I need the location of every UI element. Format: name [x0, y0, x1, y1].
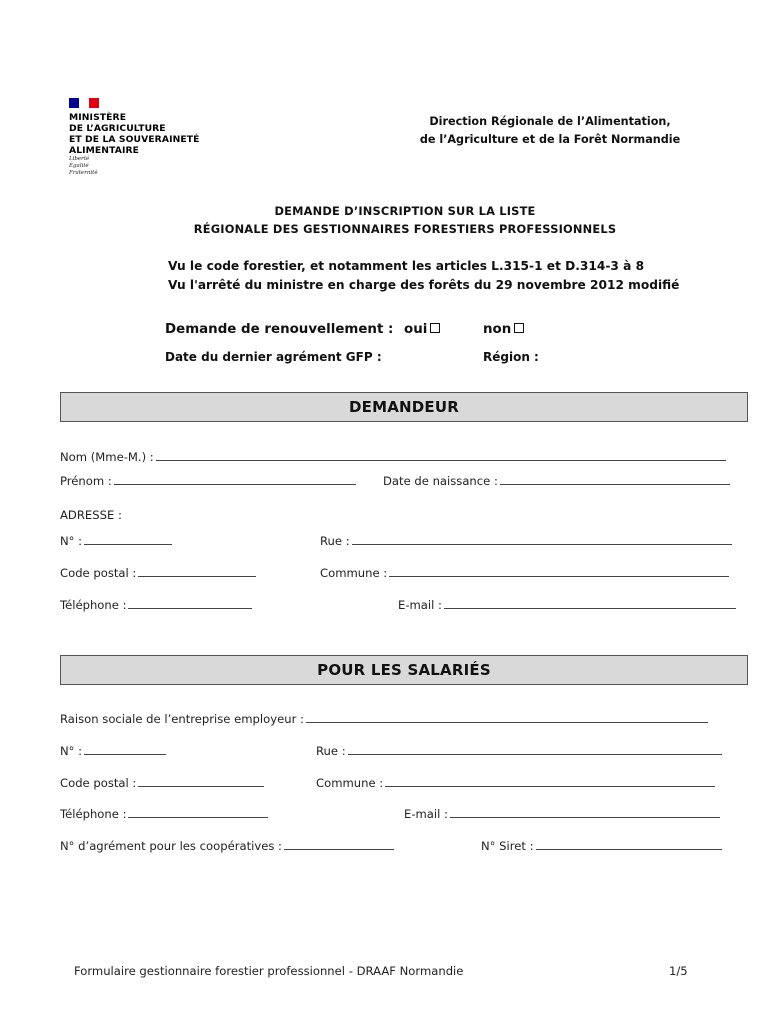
employer-numero-field[interactable]: N° :: [60, 744, 166, 758]
ministry-line: DE L’AGRICULTURE: [69, 123, 166, 134]
naissance-field[interactable]: Date de naissance :: [383, 474, 730, 488]
ministry-line: ALIMENTAIRE: [69, 145, 140, 156]
employer-email-field[interactable]: E-mail :: [404, 807, 720, 821]
employer-code-postal-field[interactable]: Code postal :: [60, 776, 264, 790]
renewal-label: Demande de renouvellement :: [165, 322, 394, 337]
ministry-line: ET DE LA SOUVERAINETÉ: [69, 134, 200, 145]
region-label: Région :: [483, 350, 539, 364]
direction-line-2: de l’Agriculture et de la Forêt Normandie: [419, 133, 681, 146]
adresse-label: ADRESSE :: [60, 508, 122, 522]
non-checkbox[interactable]: [514, 323, 524, 333]
agrement-field[interactable]: N° d’agrément pour les coopératives :: [60, 839, 394, 853]
form-title-line-2: RÉGIONALE DES GESTIONNAIRES FORESTIERS PROFESSIONNELS: [193, 222, 617, 236]
siret-field[interactable]: N° Siret :: [481, 839, 722, 853]
ministry-logo-text: [69, 112, 200, 156]
email-field[interactable]: E-mail :: [398, 598, 736, 612]
marianne-flag-icon: [69, 98, 99, 108]
commune-field[interactable]: Commune :: [320, 566, 729, 580]
employer-commune-field[interactable]: Commune :: [316, 776, 715, 790]
code-postal-field[interactable]: Code postal :: [60, 566, 256, 580]
oui-checkbox[interactable]: [430, 323, 440, 333]
republic-motto: Liberté Égalité Fraternité: [69, 156, 98, 176]
employer-rue-field[interactable]: Rue :: [316, 744, 722, 758]
rue-field[interactable]: Rue :: [320, 534, 732, 548]
last-approval-label: Date du dernier agrément GFP :: [165, 350, 382, 364]
renewal-oui: oui: [404, 322, 440, 337]
form-title-line-1: DEMANDE D’INSCRIPTION SUR LA LISTE: [274, 204, 536, 218]
ministry-line: MINISTÈRE: [69, 112, 127, 123]
demandeur-heading: DEMANDEUR: [60, 392, 748, 422]
renewal-non: non: [483, 322, 524, 337]
raison-sociale-field[interactable]: Raison sociale de l’entreprise employeur :: [60, 712, 708, 726]
page-number: 1/5: [669, 964, 688, 978]
employer-telephone-field[interactable]: Téléphone :: [60, 807, 268, 821]
prenom-field[interactable]: Prénom :: [60, 474, 356, 488]
telephone-field[interactable]: Téléphone :: [60, 598, 252, 612]
nom-field[interactable]: Nom (Mme-M.) :: [60, 450, 726, 464]
legal-reference-2: Vu l'arrêté du ministre en charge des forêts du 29 novembre 2012 modifié: [168, 278, 680, 292]
direction-line-1: Direction Régionale de l’Alimentation,: [429, 115, 671, 128]
direction-header: [410, 113, 690, 149]
legal-reference-1: Vu le code forestier, et notamment les articles L.315-1 et D.314-3 à 8: [168, 259, 645, 273]
salaries-heading: POUR LES SALARIÉS: [60, 655, 748, 685]
footer-text: Formulaire gestionnaire forestier professionnel - DRAAF Normandie: [74, 964, 464, 978]
numero-field[interactable]: N° :: [60, 534, 172, 548]
